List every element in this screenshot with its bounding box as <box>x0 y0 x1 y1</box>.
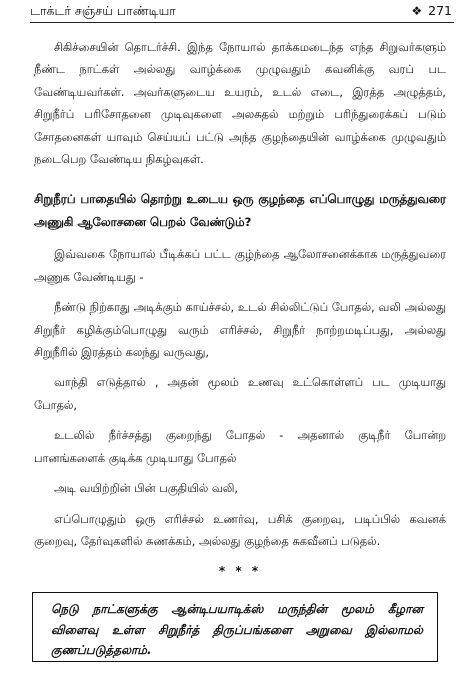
subintro-paragraph: இவ்வகை நோயால் பீடிக்கப் பட்ட குழ்ந்தை ஆலோசனைக்காக மருத்துவரை அணுக வேண்டியது - <box>34 247 446 284</box>
section-separator: * * * <box>218 564 262 579</box>
header-author: டாக்டர் சஞ்சய் பாண்டியா <box>30 3 176 18</box>
symptom-item-2: வாந்தி எடுத்தால் , அதன் மூலம் உணவு உட்கொள்ளப் பட முடியாது போதல், <box>34 375 446 412</box>
symptom-item-4: அடி வயிற்றின் பின் பகுதியில் வலி, <box>54 481 238 496</box>
diamond-icon: ❖ <box>411 4 423 18</box>
callout-text: நெடு நாட்களுக்கு ஆன்டிபயாடிக்ஸ் மருந்தின் மூலம் கீழான விளைவு உள்ள சிறுநீர்த் திருப்பங்களை அறுவை இல்லாமல் குணப்படுத்தலாம். <box>51 602 423 657</box>
symptom-item-1: நீண்டு நிற்காது அடிக்கும் காய்ச்சல், உடல் சில்லிட்டுப் போதல், வலி அல்லது சிறுநீர் கழிக்கும்பொழுது வரும் எரிச்சல், சிறுநீர் நாற்றமடிப்பது, அல்லது சிறுநீரில் இரத்தம் கலந்து வருவது, <box>34 300 446 360</box>
header-page-number-group <box>411 1 452 21</box>
symptom-item-3: உடலில் நீர்ச்சத்து குறைந்து போதல் - அதனால் குடிநீர் போன்ற பானங்களைக் குடிக்க முடியாது போதல் <box>34 428 446 465</box>
intro-paragraph: சிகிச்சையின் தொடர்ச்சி. இந்த நோயால் தாக்கமடைந்த எந்த சிறுவர்களும் நீண்ட நாட்கள் அல்லது வாழ்க்கை முழுவதும் கவனிக்கு வரப் பட வேண்டியவர்கள். அவர்களுடைய உயரம், உடல் எடை, இரத்த அழுத்தம், சிறுநீர்ப் பரிசோதனை முடிவுகளை அலசுதல் மற்றும் பரிந்துரைக்கப் படும் சோதனைகள் யாவும் செய்யப் பட்டு அந்த குழந்தையின் வாழ்க்கை முழுவதும் நடைபெற வேண்டிய நிகழ்வுகள். <box>34 40 446 167</box>
section-heading: சிறுநீரப் பாதையில் தொற்று உடைய ஒரு குழந்தை எப்பொழுது மருத்துவரை அணுகி ஆலோசனை பெறல் வேண்டும்? <box>34 192 446 229</box>
symptom-item-5: எப்பொழுதும் ஒரு எரிச்சல் உணர்வு, பசிக் குறைவு, படிப்பில் கவனக் குறைவு, தேர்வுகளில் சுணக்கம், அல்லது குழந்தை சுகவீனப் படுதல். <box>34 511 446 548</box>
callout-box <box>32 592 438 662</box>
page-body <box>34 36 446 578</box>
running-header <box>30 0 454 23</box>
page-number: 271 <box>428 3 452 18</box>
